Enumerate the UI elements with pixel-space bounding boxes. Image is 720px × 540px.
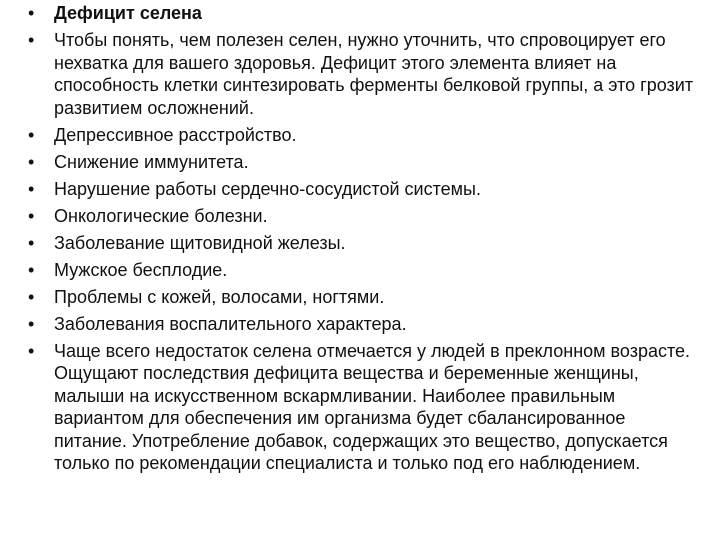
bullet-text: Нарушение работы сердечно-сосудистой системы. xyxy=(54,178,481,199)
bullet-item xyxy=(28,232,700,255)
bullet-icon xyxy=(28,259,42,282)
bullet-item xyxy=(28,286,700,309)
bullet-text: Депрессивное расстройство. xyxy=(54,124,297,145)
bullet-item xyxy=(28,29,700,119)
bullet-text: Снижение иммунитета. xyxy=(54,151,249,172)
bullet-text: Заболевание щитовидной железы. xyxy=(54,232,346,253)
bullet-icon xyxy=(28,151,42,174)
bullet-list xyxy=(28,2,700,479)
bullet-icon xyxy=(28,313,42,336)
bullet-icon xyxy=(28,29,42,52)
bullet-text: Чаще всего недостаток селена отмечается у людей в преклонном возрасте. Ощущают последствия дефицита вещества и беременные женщины, малыши на искусственном вскармливании. Наиболее правильным вариантом для обеспечения им организма будет сбалансированное питание. Употребление добавок, содержащих это вещество, допускается только по рекомендации специалиста и только под его наблюдением. xyxy=(54,340,691,473)
bullet-icon xyxy=(28,340,42,363)
bullet-item xyxy=(28,124,700,147)
bullet-item xyxy=(28,178,700,201)
bullet-icon xyxy=(28,232,42,255)
bullet-item xyxy=(28,259,700,282)
bullet-icon xyxy=(28,286,42,309)
bullet-text: Мужское бесплодие. xyxy=(54,259,228,280)
bullet-item xyxy=(28,313,700,336)
bullet-icon xyxy=(28,124,42,147)
bullet-icon xyxy=(28,205,42,228)
bullet-icon xyxy=(28,178,42,201)
bullet-text: Онкологические болезни. xyxy=(54,205,268,226)
bullet-text: Чтобы понять, чем полезен селен, нужно уточнить, что спровоцирует его нехватка для вашего здоровья. Дефицит этого элемента влияет на способность клетки синтезировать ферменты белковой группы, а это грозит развитием осложнений. xyxy=(54,30,694,118)
bullet-text: Заболевания воспалительного характера. xyxy=(54,313,407,334)
bullet-item xyxy=(28,151,700,174)
bullet-item xyxy=(28,205,700,228)
bullet-text: Проблемы с кожей, волосами, ногтями. xyxy=(54,286,385,307)
bullet-item-heading xyxy=(28,2,700,25)
bullet-item xyxy=(28,340,700,475)
bullet-icon xyxy=(28,2,42,25)
bullet-text: Дефицит селена xyxy=(54,3,202,23)
